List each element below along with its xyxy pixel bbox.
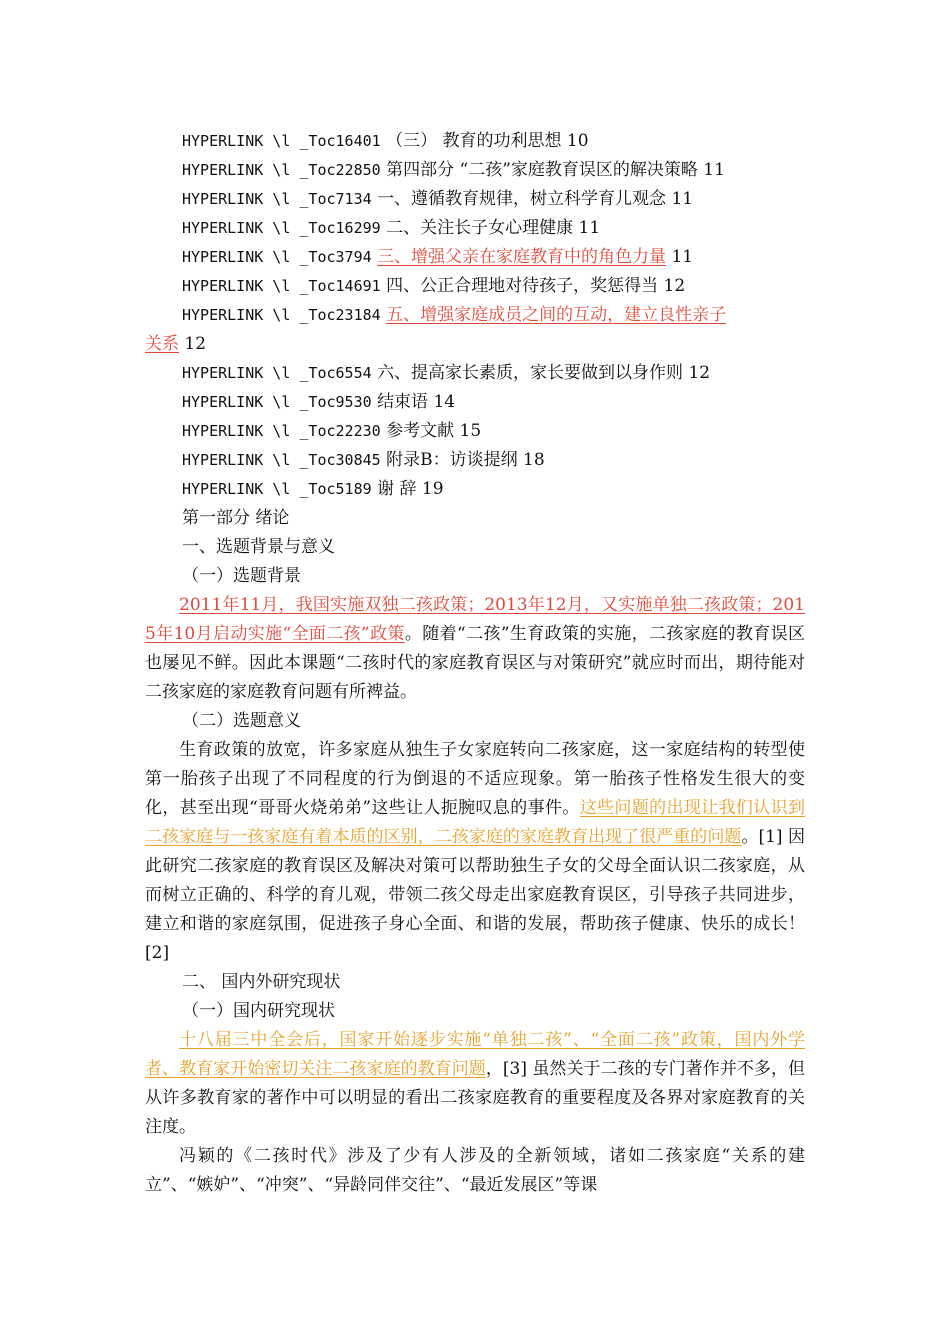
highlighted-text[interactable]: 十八届三中全会后，国家开始逐步实施“单独二孩”、“全面二孩”政策，国内外学者、教育家开始密切关注二孩家庭的教育问题	[145, 1030, 805, 1079]
subsection-heading: （一）国内研究现状	[182, 1001, 335, 1021]
toc-field-code: HYPERLINK \l _Toc7134	[182, 190, 372, 208]
toc-title: 谢 辞	[377, 479, 417, 499]
paragraph-domestic-research	[145, 1026, 805, 1142]
toc-page-number: 11	[671, 247, 694, 267]
section-heading: 二、 国内外研究现状	[182, 972, 341, 992]
paragraph-text: 生育政策的放宽，许多家庭从独生子女家庭转向二孩家庭，这一家庭结构的转型使第一胎孩子出现了不同程度的行为倒退的不适应现象。第一胎孩子性格发生很大的变化，甚至出现“哥哥火烧弟弟”这些让人扼腕叹息的事件。	[145, 740, 805, 818]
toc-field-code: HYPERLINK \l _Toc22850	[182, 161, 381, 179]
toc-field-code: HYPERLINK \l _Toc5189	[182, 480, 372, 498]
toc-entry[interactable]	[145, 475, 805, 504]
toc-title-highlighted[interactable]: 关系	[145, 334, 179, 354]
toc-title: 四、公正合理地对待孩子，奖惩得当	[386, 276, 659, 296]
toc-title: 第四部分 “二孩”家庭教育误区的解决策略	[386, 160, 698, 180]
paragraph-text: ，[3] 虽然关于二孩的专门著作并不多，但从许多教育家的著作中可以明显的看出二孩家庭教育的重要程度及各界对家庭教育的关注度。	[145, 1059, 806, 1137]
toc-entry[interactable]	[145, 446, 805, 475]
paragraph-significance	[145, 736, 805, 968]
toc-entry[interactable]	[145, 243, 805, 272]
toc-entry[interactable]	[145, 185, 805, 214]
toc-page-number: 11	[703, 160, 725, 180]
part-heading: 第一部分 绪论	[182, 508, 290, 528]
toc-title: 结束语	[377, 392, 429, 412]
toc-field-code: HYPERLINK \l _Toc6554	[182, 364, 372, 382]
toc-entry[interactable]	[145, 127, 805, 156]
subsection-heading: （一）选题背景	[182, 566, 301, 586]
toc-page-number: 11	[671, 189, 694, 209]
toc-field-code: HYPERLINK \l _Toc3794	[182, 248, 372, 266]
toc-page-number: 12	[184, 334, 207, 354]
toc-entry[interactable]	[145, 272, 805, 301]
toc-page-number: 12	[688, 363, 711, 383]
toc-page-number: 11	[578, 218, 601, 238]
paragraph-text: 。[1] 因此研究二孩家庭的教育误区及解决对策可以帮助独生子女的父母全面认识二孩家庭，从而树立正确的、科学的育儿观，带领二孩父母走出家庭教育误区，引导孩子共同进步，建立和谐的家庭氛围，促进孩子身心全面、和谐的发展，帮助孩子健康、快乐的成长！[2]	[145, 827, 806, 963]
paragraph-background	[145, 591, 805, 707]
toc-field-code: HYPERLINK \l _Toc22230	[182, 422, 381, 440]
toc-title: 六、提高家长素质，家长要做到以身作则	[377, 363, 684, 383]
toc-title: 附录B：访谈提纲	[386, 450, 518, 470]
toc-title: 一、遵循教育规律，树立科学育儿观念	[377, 189, 667, 209]
toc-page-number: 12	[663, 276, 686, 296]
toc-title-highlighted[interactable]: 五、增强家庭成员之间的互动，建立良性亲子	[386, 305, 727, 325]
toc-entry[interactable]	[145, 301, 805, 330]
paragraph-feng-ying: 冯颖的《二孩时代》涉及了少有人涉及的全新领域，诸如二孩家庭“关系的建立”、“嫉妒”、“冲突”、“异龄同伴交往”、“最近发展区”等课	[145, 1146, 805, 1195]
table-of-contents	[145, 127, 805, 504]
toc-title: 二、关注长子女心理健康	[386, 218, 574, 238]
toc-page-number: 15	[459, 421, 482, 441]
highlighted-text[interactable]: 这些问题的出现让我们认识到二孩家庭与一孩家庭有着本质的区别，二孩家庭的家庭教育出现了很严重的问题	[145, 798, 806, 847]
toc-field-code: HYPERLINK \l _Toc14691	[182, 277, 381, 295]
toc-entry[interactable]	[145, 417, 805, 446]
toc-field-code: HYPERLINK \l _Toc16299	[182, 219, 381, 237]
section-heading: 一、选题背景与意义	[182, 537, 335, 557]
paragraph-text: 。随着“二孩”生育政策的实施，二孩家庭的教育误区也屡见不鲜。因此本课题“二孩时代的家庭教育误区与对策研究”就应时而出，期待能对二孩家庭的家庭教育问题有所裨益。	[145, 624, 805, 702]
toc-field-code: HYPERLINK \l _Toc9530	[182, 393, 372, 411]
toc-field-code: HYPERLINK \l _Toc16401	[182, 132, 381, 150]
toc-title: 参考文献	[386, 421, 455, 441]
toc-field-code: HYPERLINK \l _Toc30845	[182, 451, 381, 469]
toc-entry-continuation[interactable]	[145, 330, 805, 359]
toc-title: （三） 教育的功利思想	[386, 131, 562, 151]
toc-page-number: 18	[523, 450, 545, 470]
toc-page-number: 19	[421, 479, 444, 499]
subsection-heading: （二）选题意义	[182, 711, 301, 731]
toc-page-number: 10	[566, 131, 589, 151]
highlighted-text[interactable]: 2011年11月，我国实施双独二孩政策；2013年12月，又实施单独二孩政策；2015年10月启动实施“全面二孩”政策	[145, 595, 805, 644]
toc-title-highlighted[interactable]: 三、增强父亲在家庭教育中的角色力量	[377, 247, 667, 267]
toc-entry[interactable]	[145, 359, 805, 388]
toc-field-code: HYPERLINK \l _Toc23184	[182, 306, 381, 324]
document-page	[145, 127, 805, 1200]
toc-entry[interactable]	[145, 388, 805, 417]
toc-entry[interactable]	[145, 156, 805, 185]
toc-entry[interactable]	[145, 214, 805, 243]
toc-page-number: 14	[433, 392, 456, 412]
